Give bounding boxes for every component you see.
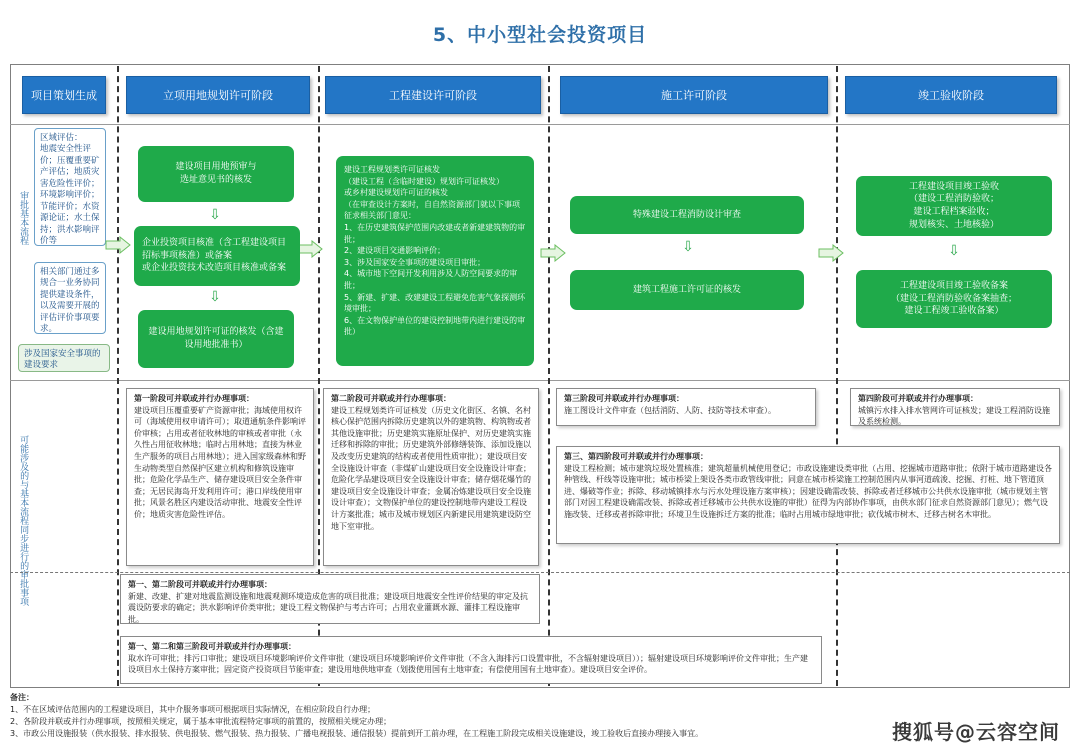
- stage34-note-title: 第三、第四阶段可并联或并行办理事项：: [564, 452, 708, 461]
- stage-separator-4: [836, 66, 838, 686]
- stage-separator-3: [548, 66, 550, 686]
- stage1-note-title: 第一阶段可并联或并行办理事项：: [134, 394, 254, 403]
- stage34-parallel-note: [556, 446, 1060, 544]
- site-selection-opinion-box: 建设项目用地预审与 选址意见书的核发: [138, 146, 294, 202]
- stage34-note-body: 建设工程检测；城市建筑垃圾处置核准；建筑超量机械使用登记；市政设施建设类审批（占用、挖掘城市道路审批；依附于城市道路建设各种管线、杆线等设施审批；城市桥梁上架设各类市政管线审批；同意在城市桥梁施工控制范围内从事河道疏浚、挖掘、打桩、地下管道顶进、爆破等作业；拆除、移动城镇排水与污水处理设施方案审核）；因建设确需改装、拆除或者迁移城市公共供水设施审批（城市规划主管部门对因工程建设确需改装、拆除或者迁移城市公共供水设施的审批）征得为内部协作事项，由供水部门征求自然资源部门意见）；燃气设施改装、迁移或者拆除审批；环境卫生设施拆迁方案的批准；临时占用城市绿地审批；砍伐城市树木、迁移古树名木审批。: [564, 463, 1052, 519]
- stage12-note-body: 新建、改建、扩建对地震监测设施和地震观测环境造成危害的项目批准；建设项目地震安全性评价结果的审定及抗震设防要求的确定；洪水影响评价类审批；建设工程文物保护与考古许可；占用农业灌溉水源、灌排工程设施审批。: [128, 591, 528, 624]
- stage2-to-stage3-arrow: [297, 240, 323, 258]
- stage12-note-title: 第一、第二阶段可并联或并行办理事项：: [128, 580, 272, 589]
- stage4-note-title: 第四阶段可并联或并行办理事项：: [858, 394, 978, 403]
- flow-divider: [10, 380, 1070, 381]
- stage1-note-body: 建设项目压覆重要矿产资源审批；海域使用权许可（海域使用权申请许可）；取道通航条件影响评价审核；占用或者征收林地的审核或者审批（永久性占用征收林地；临时占用林地；直接为林业生产服务的项目占用林地）；进入国家级森林和野生动物类型自然保护区建立机构和修筑设施审批；危险化学品生产、储存建设项目安全条件审查；无居民海岛开发利用许可；港口岸线使用审批；风景名胜区内建设活动审批、地震安全性评价；地质灾害危险性评估。: [134, 405, 306, 519]
- stage4-note-body: 城镇污水排入排水管网许可证核发；建设工程消防设施及系统检测。: [858, 405, 1050, 427]
- stage123-parallel-note: [120, 636, 822, 684]
- arrow-down-icon: ⇩: [209, 207, 221, 223]
- stage2-parallel-note: [323, 388, 539, 566]
- completion-filing-box: 工程建设项目竣工验收备案 （建设工程消防验收备案抽查； 建设工程竣工验收备案）: [856, 270, 1052, 328]
- stage4-to-stage5-arrow: [818, 244, 844, 262]
- construction-planning-permit-box: 建设工程规划类许可证核发 （建设工程（含临时建设）规划许可证核发） 或乡村建设规划许可证的核发 （在审查设计方案时，自自然资源部门就以下事项征求相关部门意见： 1、在历史建筑保护范围内改建或者新建建筑物的审批； 2、建设项目交通影响评价； 3、涉及国家安全事项的建设项目审批； 4、城市地下空间开发利用涉及人防空间要求的审批； 5、新建、扩建、改建建设工程避免危害气象探测环境审批； 6、在文物保护单位的建设控制地带内进行建设的审批）: [336, 156, 534, 366]
- stage123-note-body: 取水许可审批；排污口审批；建设项目环境影响评价文件审批（建设项目环境影响评价文件审批（不含入海排污口设置审批，不含辐射建设项目））；辐射建设项目环境影响评价文件审批；生产建设项目水土保持方案审批；固定资产投资项目节能审查；建设用地供地审查（划拨使用国有土地审查；有偿使用国有土地审查）。建设项目安全评价。: [128, 653, 808, 675]
- parallel-divider: [10, 572, 1070, 573]
- stage2-note-title: 第二阶段可并联或并行办理事项：: [331, 394, 451, 403]
- coordination-box: 相关部门通过多规合一业务协同提供建设条件，以及需要开展的评估评价事项要求。: [34, 262, 106, 334]
- footer-line: 1、不在区域评估范围内的工程建设项目，其中介服务事项可根据项目实际情况，在相应阶段自行办理；: [10, 705, 376, 714]
- regional-assessment-box: 区域评估： 地震安全性评价；压覆重要矿产评估；地质灾害危险性评价；环境影响评价；节能评价；水资源论证；水土保持；洪水影响评价等: [34, 128, 106, 246]
- page-title: 5、中小型社会投资项目: [432, 24, 648, 46]
- stage3-note-title: 第三阶段可并联或并行办理事项：: [564, 394, 684, 403]
- security-requirement-box: 涉及国家安全事项的建设要求: [18, 344, 110, 372]
- stage-header-completion: 竣工验收阶段: [845, 76, 1057, 114]
- stage3-to-stage4-arrow: [540, 244, 566, 262]
- stage-header-construction-permit: 工程建设许可阶段: [325, 76, 541, 114]
- stage12-parallel-note: [120, 574, 540, 624]
- stage1-to-stage2-arrow: [105, 236, 131, 254]
- stage3-parallel-note: [556, 388, 816, 426]
- stage3-note-body: 施工图设计文件审查（包括消防、人防、技防等技术审查）。: [564, 405, 776, 415]
- side-label-parallel: 可能涉及的与基本流程同步进行的审批事项: [18, 434, 29, 606]
- stage1-parallel-note: [126, 388, 314, 566]
- arrow-down-icon: ⇩: [682, 239, 694, 255]
- project-approval-box: 企业投资项目核准（含工程建设项目招标事项核准）或备案 或企业投资技术改造项目核准或备案: [134, 226, 300, 286]
- completion-acceptance-box: 工程建设项目竣工验收 （建设工程消防验收； 建设工程档案验收； 规划核实、土地核验）: [856, 176, 1052, 236]
- header-divider: [10, 124, 1070, 125]
- fire-design-review-box: 特殊建设工程消防设计审查: [570, 196, 804, 234]
- arrow-down-icon: ⇩: [209, 289, 221, 305]
- footer-line: 2、各阶段并联或并行办理事项，按照相关规定，属于基本审批流程特定事项的前置的，按照相关规定办理；: [10, 717, 392, 726]
- construction-permit-box: 建筑工程施工许可证的核发: [570, 270, 804, 310]
- stage-separator-1: [117, 66, 119, 686]
- stage2-note-body: 建设工程规划类许可证核发（历史文化街区、名镇、名村核心保护范围内拆除历史建筑以外的建筑物、构筑物或者其他设施审批；历史建筑实施原址保护、对历史建筑实施迁移和拆除的审批；历史建筑外部修缮装饰、添加设施以及改变历史建筑的结构或者使用性质审批）；建设项目安全设施设计审查（非煤矿山建设项目安全设施设计审查；危险化学品建设项目安全设施设计审查；储存烟花爆竹的建设项目安全设施设计审查；金属冶炼建设项目安全设施设计审查）；文物保护单位的建设控制地带内建设工程设计方案批准；城市及城市规划区内新建民用建筑建设防空地下室审批。: [331, 405, 531, 531]
- stage123-note-title: 第一、第二和第三阶段可并联或并行办理事项：: [128, 642, 296, 651]
- land-use-permit-box: 建设用地规划许可证的核发（含建设用地批准书）: [138, 310, 294, 368]
- footer-line: 3、市政公用设施报装（供水报装、排水报装、供电报装、燃气报装、热力报装、广播电视报装、通信报装）提前到开工前办理，在工程施工阶段完成相关设施建设，竣工验收后直接办理接入事宜。: [10, 729, 704, 738]
- stage4-parallel-note: [850, 388, 1060, 426]
- footer-label: 备注：: [10, 693, 34, 702]
- stage-header-planning: 项目策划生成: [22, 76, 106, 114]
- arrow-down-icon: ⇩: [948, 243, 960, 259]
- stage-header-building-permit: 施工许可阶段: [560, 76, 828, 114]
- watermark: 搜狐号@云容空间: [892, 720, 1060, 744]
- side-label-approval-flow: 审批基本流程: [18, 191, 29, 245]
- stage-header-land-permit: 立项用地规划许可阶段: [126, 76, 310, 114]
